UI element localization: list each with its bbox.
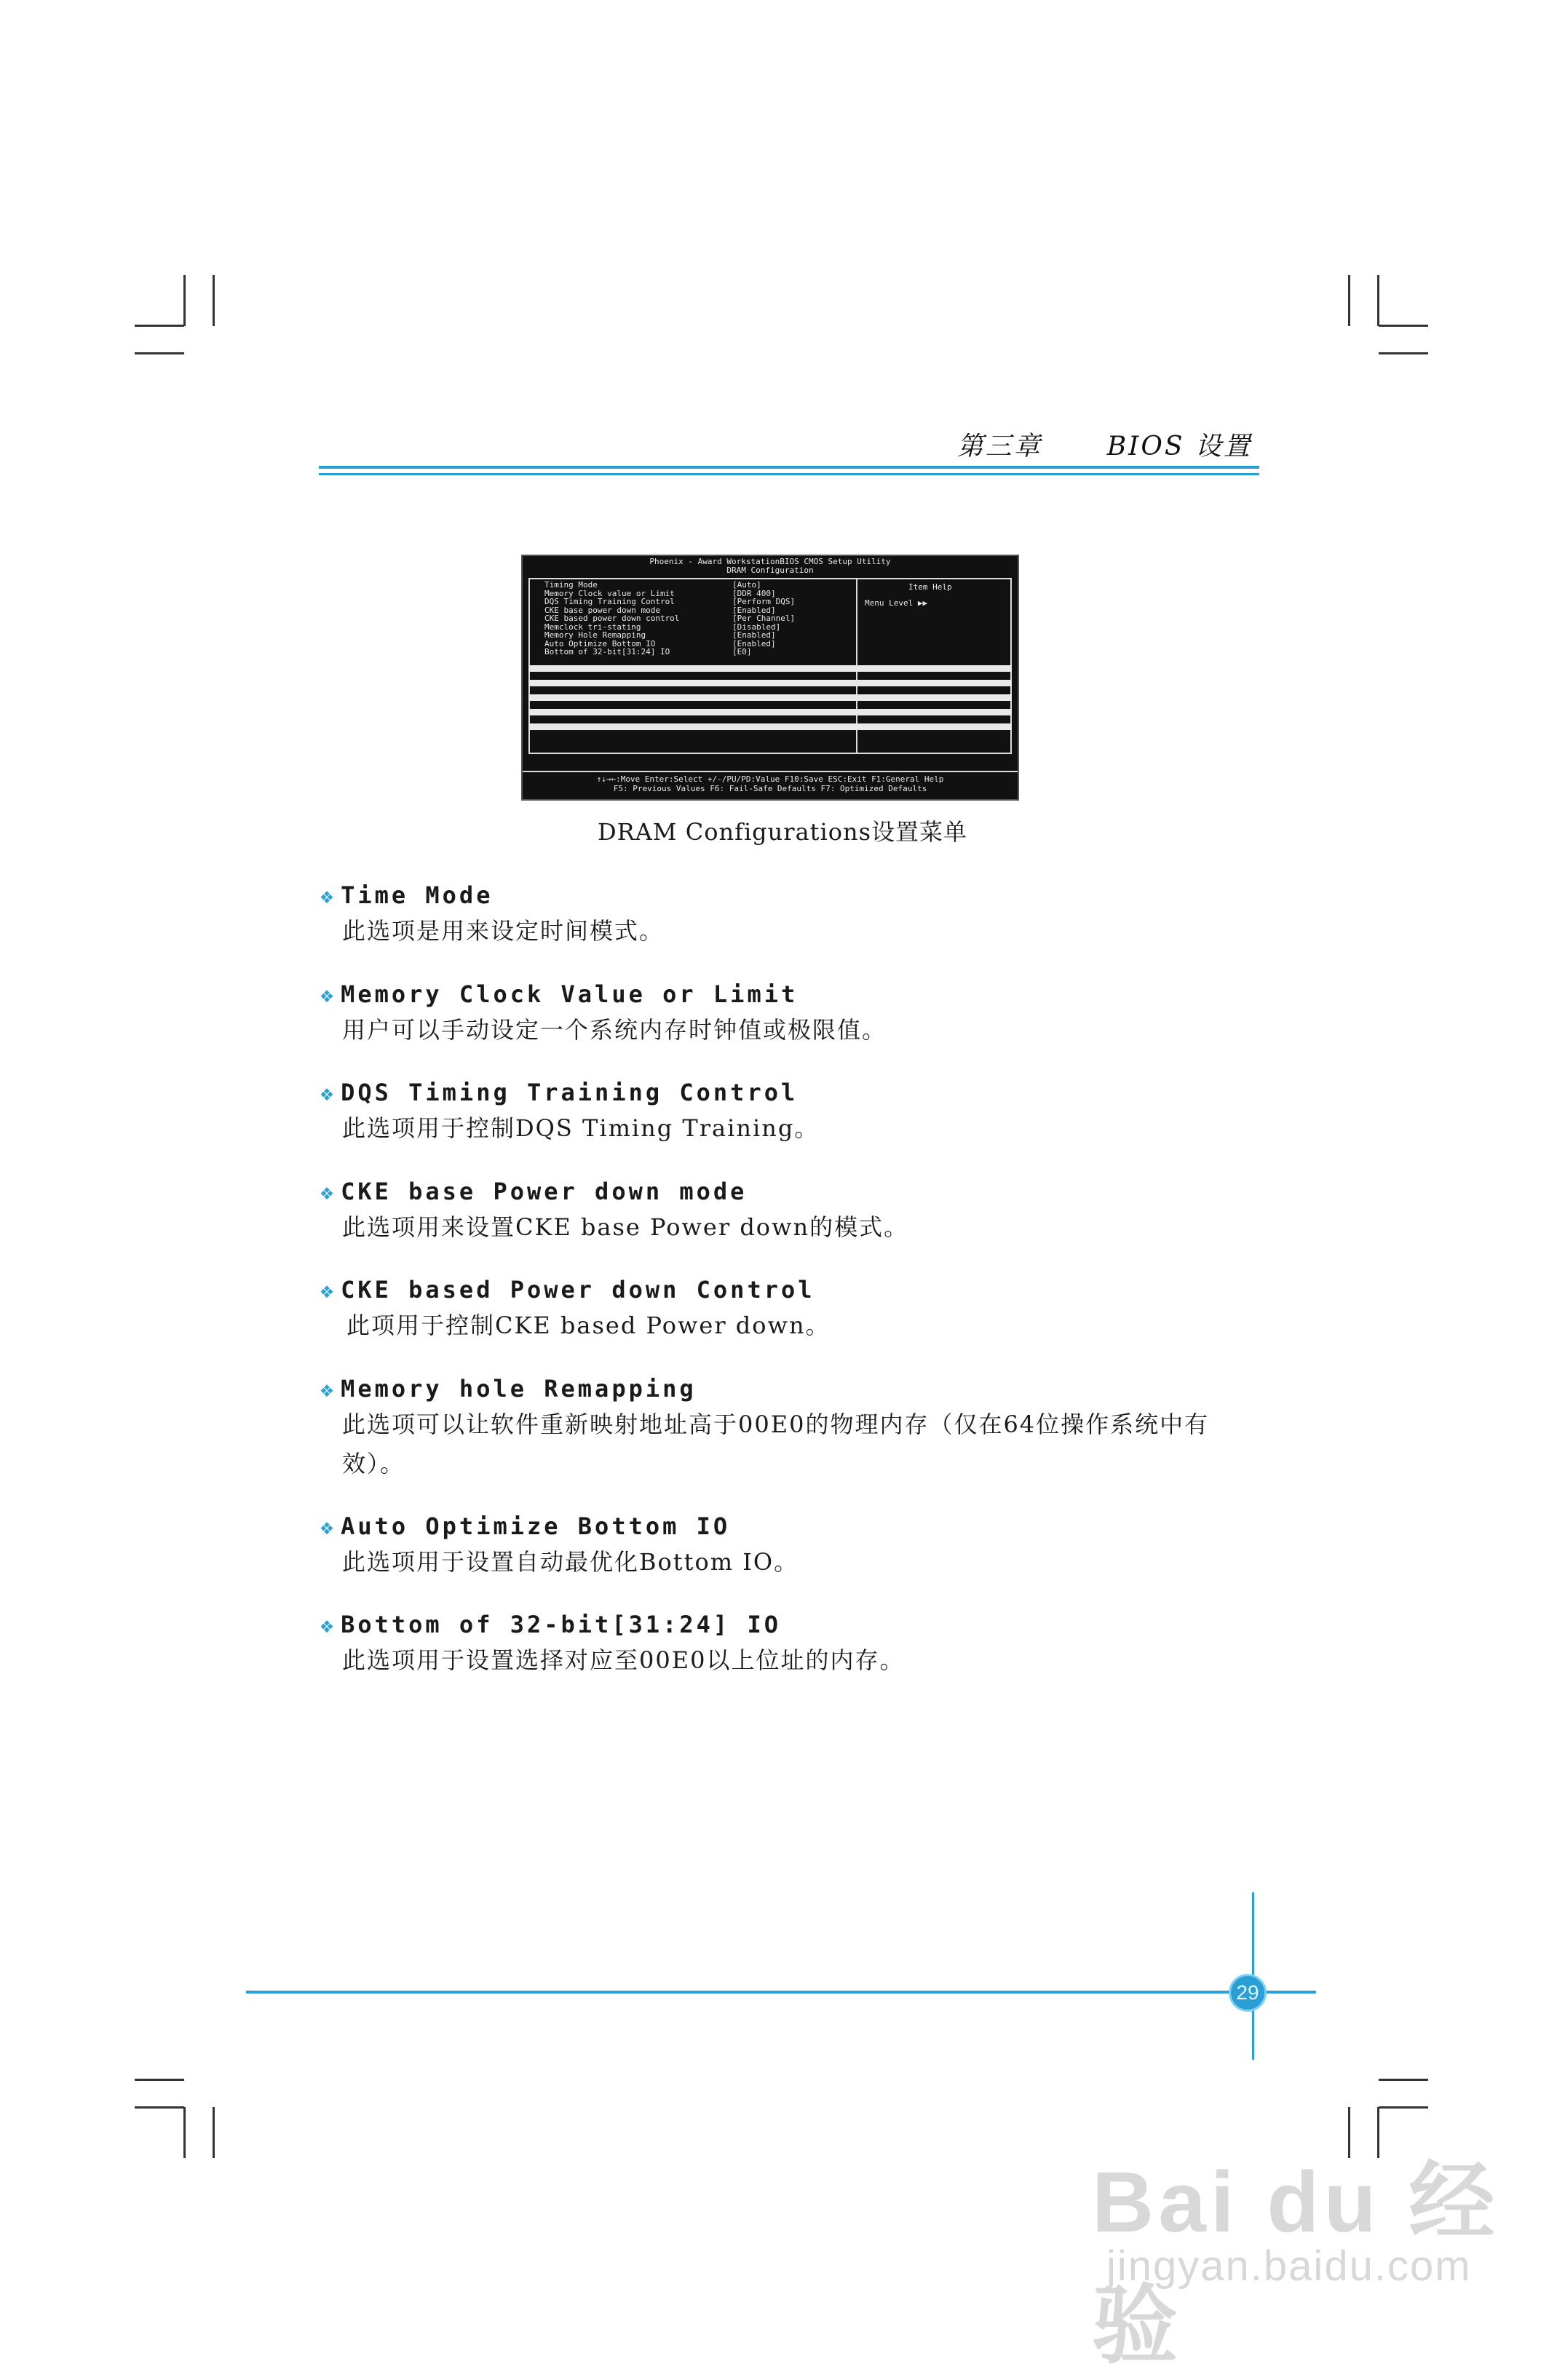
bios-item-label: CKE based power down control bbox=[544, 614, 680, 623]
header-rule-bottom bbox=[319, 473, 1259, 475]
diamond-bullet-icon: ❖ bbox=[320, 983, 337, 1008]
stripe bbox=[528, 709, 1012, 715]
diamond-bullet-icon: ❖ bbox=[320, 1377, 337, 1403]
crop-mark bbox=[183, 275, 186, 326]
crop-mark bbox=[1379, 2079, 1428, 2081]
diamond-bullet-icon: ❖ bbox=[320, 1081, 337, 1106]
figure-caption: DRAM Configurations设置菜单 bbox=[597, 818, 968, 846]
bios-item-value: [Auto] bbox=[732, 580, 761, 590]
section-body: 此选项用来设置CKE base Power down的模式。 bbox=[342, 1213, 909, 1241]
footer-rule bbox=[246, 1991, 1316, 1994]
bios-footer-line1: ↑↓→←:Move Enter:Select +/-/PU/PD:Value F10:Save ESC:Exit F1:General Help bbox=[596, 774, 944, 784]
bios-item-label: CKE base power down mode bbox=[544, 605, 660, 615]
crop-mark bbox=[1379, 352, 1428, 354]
bios-item-value: [Enabled] bbox=[732, 638, 776, 648]
bios-item-value: [Enabled] bbox=[732, 630, 776, 640]
section-title: ❖ Auto Optimize Bottom IO bbox=[320, 1510, 1267, 1542]
section-body: 此选项是用来设定时间模式。 bbox=[342, 917, 665, 945]
diamond-bullet-icon: ❖ bbox=[320, 1180, 337, 1205]
section-cke-base-mode bbox=[320, 1175, 1267, 1247]
watermark-url: jingyan.baidu.com bbox=[1106, 2242, 1472, 2290]
page-number: 29 bbox=[1229, 1974, 1267, 2012]
crop-mark bbox=[135, 352, 184, 354]
bios-item-label: Bottom of 32-bit[31:24] IO bbox=[544, 647, 670, 657]
crop-mark bbox=[183, 2107, 186, 2158]
bios-item-label: Timing Mode bbox=[544, 580, 598, 590]
section-title: ❖ CKE based Power down Control bbox=[320, 1274, 1267, 1306]
bios-item-label: DQS Timing Training Control bbox=[544, 597, 675, 606]
section-title: ❖ CKE base Power down mode bbox=[320, 1175, 1267, 1207]
stripe bbox=[528, 665, 1012, 672]
bios-item bbox=[544, 648, 795, 657]
bios-item bbox=[544, 581, 795, 590]
section-body: 用户可以手动设定一个系统内存时钟值或极限值。 bbox=[342, 1016, 887, 1044]
bios-title bbox=[523, 558, 1018, 575]
section-body: 此选项用于设置自动最优化Bottom IO。 bbox=[342, 1548, 799, 1576]
crop-mark bbox=[1379, 325, 1428, 327]
bios-item-value: [Perform DQS] bbox=[732, 597, 796, 606]
diamond-bullet-icon: ❖ bbox=[320, 1613, 337, 1638]
crop-mark bbox=[135, 2106, 184, 2109]
bios-item-label: Memory Hole Remapping bbox=[544, 630, 646, 640]
section-auto-optimize bbox=[320, 1510, 1267, 1582]
stripe bbox=[528, 680, 1012, 686]
bios-item-label: Memory Clock value or Limit bbox=[544, 588, 675, 598]
section-bottom-io bbox=[320, 1609, 1267, 1680]
header-rule-top bbox=[319, 466, 1259, 469]
section-memory-clock bbox=[320, 978, 1267, 1050]
crop-mark bbox=[1379, 2106, 1428, 2109]
section-title: ❖ Time Mode bbox=[320, 879, 1267, 911]
bios-title-line1: Phoenix - Award WorkstationBIOS CMOS Setup Utility bbox=[649, 557, 891, 566]
section-body: 此选项用于设置选择对应至00E0以上位址的内存。 bbox=[342, 1646, 905, 1674]
section-title: ❖ Memory Clock Value or Limit bbox=[320, 978, 1267, 1010]
bios-item bbox=[544, 598, 795, 606]
section-body: 此选项可以让软件重新映射地址高于00E0的物理内存（仅在64位操作系统中有效）。 bbox=[342, 1411, 1210, 1477]
bios-footer-line2: F5: Previous Values F6: Fail-Safe Defaults F7: Optimized Defaults bbox=[613, 784, 927, 793]
chapter-title: BIOS 设置 bbox=[1106, 432, 1252, 461]
crop-mark bbox=[213, 275, 215, 326]
section-body: 此选项用于控制DQS Timing Training。 bbox=[342, 1114, 820, 1142]
watermark-logo: Bai du 经验 bbox=[1092, 2154, 1499, 2374]
bios-item-value: [E0] bbox=[732, 647, 752, 657]
bios-item bbox=[544, 631, 795, 640]
bios-title-line2: DRAM Configuration bbox=[726, 566, 814, 575]
section-cke-based-control bbox=[320, 1274, 1267, 1345]
bios-screenshot bbox=[521, 555, 1019, 801]
section-title: ❖ Bottom of 32-bit[31:24] IO bbox=[320, 1609, 1267, 1641]
bios-key-legend bbox=[523, 771, 1018, 798]
bios-item-label: Auto Optimize Bottom IO bbox=[544, 638, 656, 648]
stripe bbox=[528, 694, 1012, 701]
bios-item bbox=[544, 614, 795, 623]
watermark bbox=[1092, 2133, 1499, 2374]
bios-help-text: Menu Level ▶▶ bbox=[865, 598, 928, 608]
diamond-bullet-icon: ❖ bbox=[320, 1278, 337, 1304]
bios-item-value: [Enabled] bbox=[732, 605, 776, 615]
section-dqs-timing bbox=[320, 1076, 1267, 1148]
section-body: 此项用于控制CKE based Power down。 bbox=[346, 1312, 831, 1339]
bios-item-list bbox=[544, 581, 795, 657]
bios-item-value: [DDR 400] bbox=[732, 588, 776, 598]
crop-mark bbox=[1348, 275, 1350, 326]
diamond-bullet-icon: ❖ bbox=[320, 884, 337, 909]
section-memory-hole bbox=[320, 1373, 1267, 1483]
bios-item-label: Memclock tri-stating bbox=[544, 622, 641, 632]
bios-item-value: [Per Channel] bbox=[732, 614, 796, 623]
diamond-bullet-icon: ❖ bbox=[320, 1515, 337, 1540]
chapter-header bbox=[957, 426, 1252, 463]
section-title: ❖ DQS Timing Training Control bbox=[320, 1076, 1267, 1108]
bios-scan-stripes bbox=[528, 665, 1012, 753]
bios-item-value: [Disabled] bbox=[732, 622, 781, 632]
section-title: ❖ Memory hole Remapping bbox=[320, 1373, 1267, 1405]
crop-mark bbox=[1377, 275, 1379, 326]
section-time-mode bbox=[320, 879, 1267, 951]
bios-help-title: Item Help bbox=[908, 582, 952, 592]
stripe bbox=[528, 723, 1012, 730]
crop-mark bbox=[213, 2107, 215, 2158]
chapter-number: 第三章 bbox=[956, 432, 1042, 461]
crop-mark bbox=[135, 2079, 184, 2081]
crop-mark bbox=[135, 325, 184, 327]
